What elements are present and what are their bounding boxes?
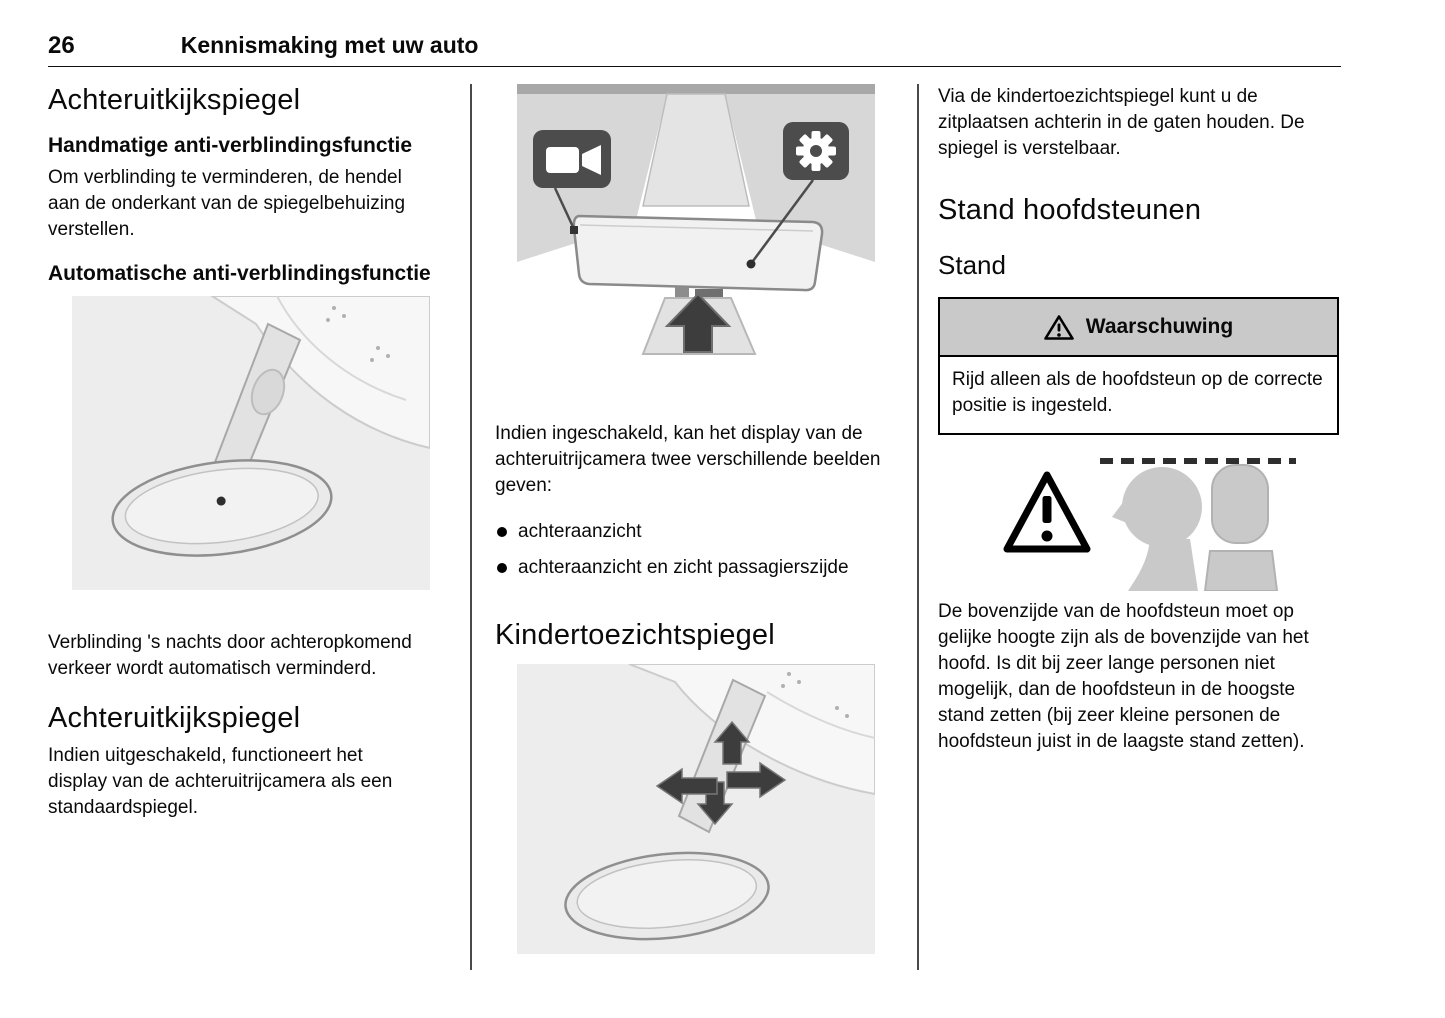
page-header: [48, 32, 478, 60]
paragraph-display-on: Indien ingeschakeld, kan het display van de achteruitrijcamera twee verschillende beelden geven:: [495, 423, 881, 496]
bullet-icon: [497, 563, 507, 573]
warning-body: Rijd alleen als de hoofdsteun op de correcte positie is ingesteld.: [952, 369, 1323, 417]
heading-headrest-position: Stand hoofdsteunen: [938, 194, 1202, 226]
paragraph-display-off: Indien uitgeschakeld, functioneert het display van de achteruitrijcamera als een standaardspiegel.: [48, 745, 393, 819]
subheading-manual-antiglare: Handmatige anti-verblindingsfunctie: [48, 134, 413, 158]
column-left: [48, 84, 452, 821]
heading-child-mirror: Kindertoezichtspiegel: [495, 619, 775, 651]
warning-title: Waarschuwing: [1085, 315, 1234, 339]
list-item: [495, 555, 895, 581]
column-separator-right: [917, 84, 919, 970]
figure-camera-mirror: [517, 84, 875, 379]
paragraph-child-mirror: Via de kindertoezichtspiegel kunt u de zitplaatsen achterin in de gaten houden. De spiegel is verstelbaar.: [938, 86, 1305, 159]
column-separator-left: [470, 84, 472, 970]
figure-auto-dim-mirror: [72, 296, 430, 590]
heading-rearview-mirror-2: Achteruitkijkspiegel: [48, 701, 301, 734]
subheading-stand: Stand: [938, 250, 1006, 281]
subheading-auto-antiglare: Automatische anti-verblindingsfunctie: [48, 261, 431, 285]
header-rule: [48, 66, 1341, 67]
warning-header: [940, 299, 1337, 357]
bullet-rear-passenger-view: achteraanzicht en zicht passagierszijde: [518, 557, 849, 578]
column-right: [938, 84, 1341, 755]
chapter-title: Kennismaking met uw auto: [180, 32, 479, 58]
paragraph-auto-antiglare: Verblinding 's nachts door achteropkomend verkeer wordt automatisch verminderd.: [48, 631, 412, 679]
paragraph-manual-antiglare: Om verblinding te verminderen, de hendel aan de onderkant van de spiegelbehuizing verstellen.: [48, 166, 406, 240]
page-number: 26: [48, 32, 75, 59]
list-item: [495, 519, 895, 545]
heading-rearview-mirror: Achteruitkijkspiegel: [48, 84, 301, 116]
paragraph-headrest-position: De bovenzijde van de hoofdsteun moet op gelijke hoogte zijn als de bovenzijde van het hoofd. Is dit bij zeer lange personen niet mogelijk, dan de hoofdsteun in de hoogste stand zetten (bij zeer kleine personen de hoofdsteun juist in de laagste stand zetten).: [938, 601, 1309, 753]
gear-icon: [783, 122, 849, 180]
headrest-illustration: [1205, 465, 1277, 591]
warning-triangle-icon: [1044, 314, 1074, 341]
figure-child-mirror: [517, 664, 875, 954]
column-middle: [495, 84, 895, 954]
bullet-icon: [497, 527, 507, 537]
mirror-housing: [574, 216, 822, 290]
figure-headrest-height: [1000, 451, 1300, 591]
camera-icon: [533, 130, 611, 188]
bullet-rear-view: achteraanzicht: [518, 521, 642, 542]
warning-box: [938, 297, 1339, 435]
